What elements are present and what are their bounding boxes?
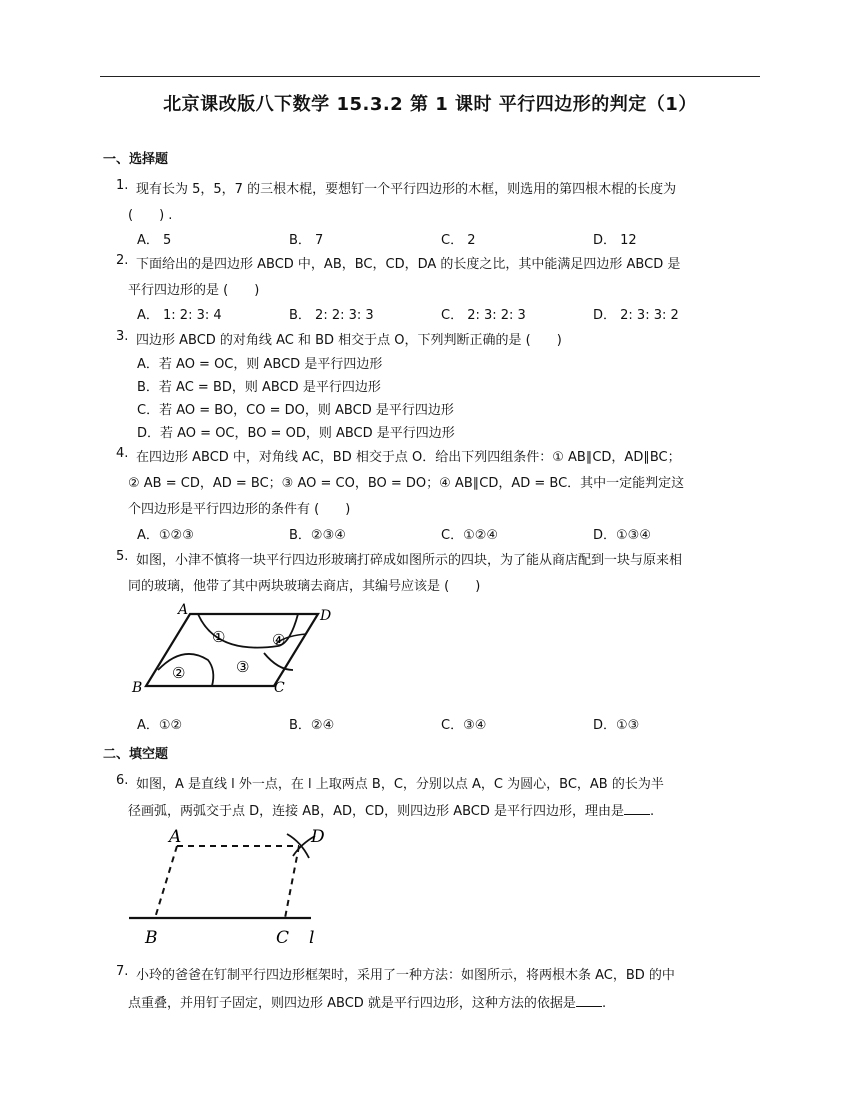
q6-text-end: .	[650, 804, 655, 819]
q3-option-c: C．若 AO = BO，CO = DO，则 ABCD 是平行四边形	[137, 403, 454, 418]
q5-option-c: C．③④	[441, 718, 487, 733]
q5-text-line2: 同的玻璃，他带了其中两块玻璃去商店，其编号应该是 ( )	[128, 579, 481, 594]
q1-option-b: B． 7	[289, 233, 324, 248]
q5-label-b: B	[132, 680, 143, 696]
q2-option-a: A． 1: 2: 3: 4	[137, 308, 222, 323]
q4-number: 4.	[116, 446, 129, 461]
q5-piece-1: ①	[212, 628, 226, 646]
q3-option-d: D．若 AO = OC，BO = OD，则 ABCD 是平行四边形	[137, 426, 455, 441]
q7-number: 7.	[116, 964, 129, 979]
q5-option-b: B．②④	[289, 718, 335, 733]
q3-number: 3.	[116, 329, 129, 344]
q1-option-c: C． 2	[441, 233, 476, 248]
q6-label-d: D	[311, 827, 325, 847]
q7-answer-blank[interactable]	[576, 994, 602, 1007]
q3-option-a: A．若 AO = OC，则 ABCD 是平行四边形	[137, 357, 383, 372]
q5-number: 5.	[116, 549, 129, 564]
header-rule	[100, 76, 760, 77]
q6-label-c: C	[276, 928, 290, 948]
q5-label-a: A	[178, 602, 189, 618]
q2-text-line2: 平行四边形的是 ( )	[128, 283, 260, 298]
q2-option-d: D． 2: 3: 3: 2	[593, 308, 679, 323]
q5-label-c: C	[274, 680, 285, 696]
page-title: 北京课改版八下数学 15.3.2 第 1 课时 平行四边形的判定（1）	[163, 94, 697, 115]
q7-text-line1: 小玲的爸爸在钉制平行四边形框架时，采用了一种方法：如图所示，将两根木条 AC，BD 的中	[136, 968, 675, 983]
q6-text-line2	[128, 800, 654, 819]
q2-option-b: B． 2: 2: 3: 3	[289, 308, 374, 323]
q6-answer-blank[interactable]	[624, 802, 650, 815]
q4-option-d: D．①③④	[593, 528, 651, 543]
q5-piece-4: ④	[272, 631, 286, 649]
q4-option-c: C．①②④	[441, 528, 499, 543]
section-choice-heading: 一、选择题	[103, 152, 169, 167]
q6-construction-figure	[125, 822, 335, 950]
q5-glass-figure	[128, 600, 348, 700]
q5-option-a: A．①②	[137, 718, 183, 733]
q5-piece-2: ②	[172, 664, 186, 682]
q6-label-a: A	[169, 827, 182, 847]
q1-option-d: D． 12	[593, 233, 637, 248]
q1-text-line2: ( ) .	[128, 208, 173, 223]
q5-piece-3: ③	[236, 658, 250, 676]
q4-text-line3: 个四边形是平行四边形的条件有 ( )	[128, 502, 351, 517]
section-fill-heading: 二、填空题	[103, 747, 169, 762]
q3-option-b: B．若 AC = BD，则 ABCD 是平行四边形	[137, 380, 381, 395]
q5-label-d: D	[320, 608, 332, 624]
q4-option-b: B．②③④	[289, 528, 346, 543]
q2-text-line1: 下面给出的是四边形 ABCD 中，AB，BC，CD，DA 的长度之比，其中能满足四边形 ABCD 是	[136, 257, 681, 272]
q4-option-a: A．①②③	[137, 528, 194, 543]
q7-text-end: .	[601, 996, 607, 1011]
q7-text-line2	[128, 992, 606, 1011]
q3-text-line1: 四边形 ABCD 的对角线 AC 和 BD 相交于点 O，下列判断正确的是 ( )	[136, 333, 562, 348]
q5-text-line1: 如图，小津不慎将一块平行四边形玻璃打碎成如图所示的四块，为了能从商店配到一块与原来相	[136, 553, 683, 568]
q6-number: 6.	[116, 773, 129, 788]
q6-label-l: l	[309, 928, 315, 948]
q6-label-b: B	[145, 928, 158, 948]
q1-text-line1: 现有长为 5，5，7 的三根木棍，要想钉一个平行四边形的木框，则选用的第四根木棍的长度为	[136, 182, 677, 197]
q2-option-c: C． 2: 3: 2: 3	[441, 308, 526, 323]
q1-option-a: A． 5	[137, 233, 172, 248]
q4-text-line2: ② AB = CD，AD = BC；③ AO = CO，BO = DO；④ AB∥CD，AD = BC．其中一定能判定这	[128, 476, 685, 491]
q2-number: 2.	[116, 253, 129, 268]
q6-text-line2-content: 径画弧，两弧交于点 D，连接 AB，AD，CD，则四边形 ABCD 是平行四边形，理由是	[128, 804, 625, 819]
q1-number: 1.	[116, 178, 129, 193]
q4-text-line1: 在四边形 ABCD 中，对角线 AC，BD 相交于点 O．给出下列四组条件：① AB∥CD，AD∥BC；	[136, 450, 681, 465]
q5-option-d: D．①③	[593, 718, 640, 733]
q6-text-line1: 如图，A 是直线 l 外一点，在 l 上取两点 B，C，分别以点 A，C 为圆心，BC，AB 的长为半	[136, 777, 664, 792]
q7-text-line2-content: 点重叠，并用钉子固定，则四边形 ABCD 就是平行四边形，这种方法的依据是	[128, 996, 576, 1011]
